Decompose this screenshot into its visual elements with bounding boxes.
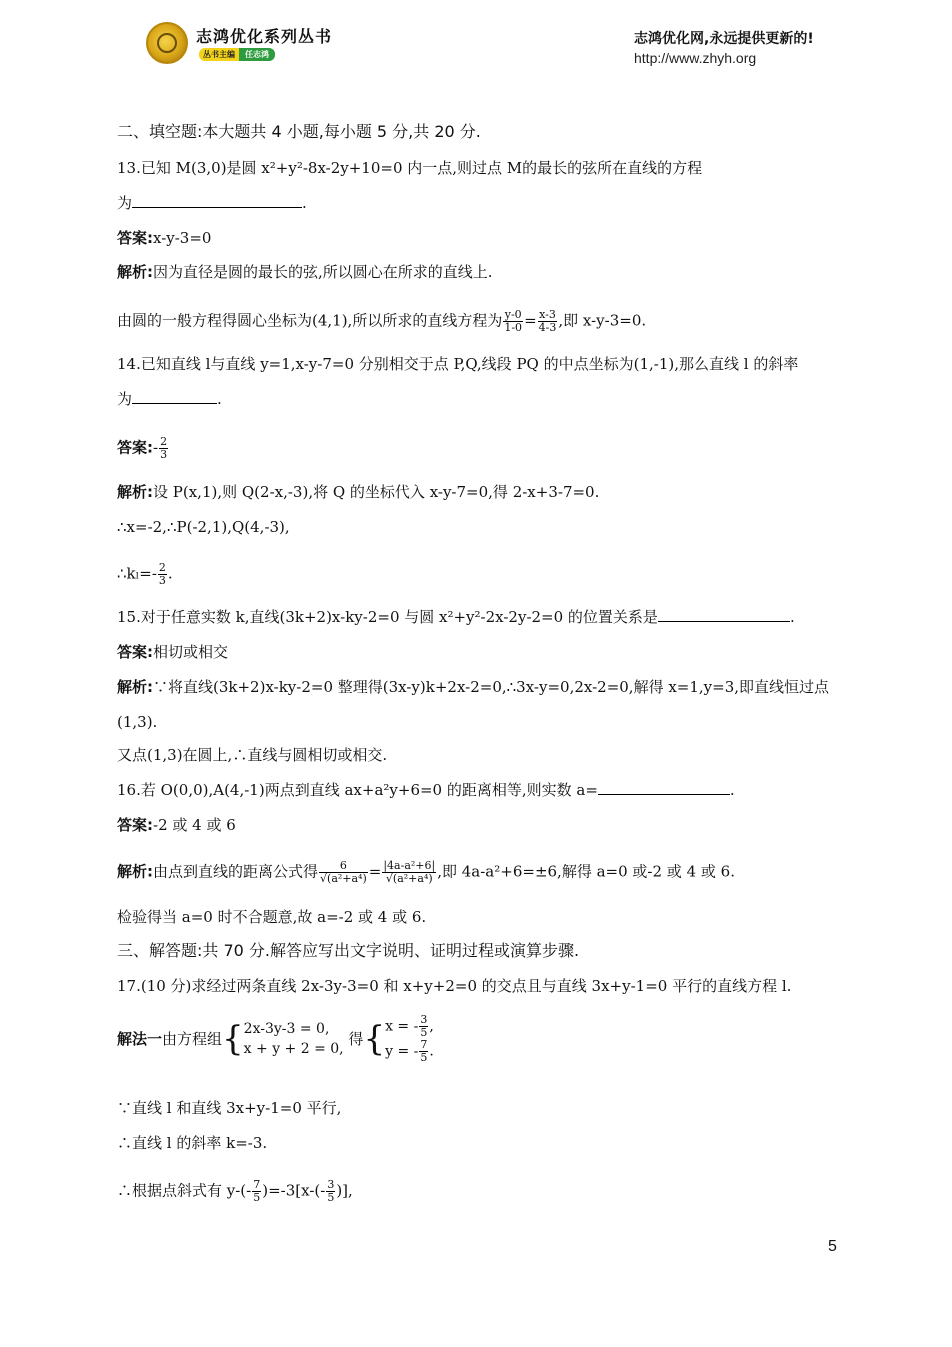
- question-16-analysis-2: 检验得当 a=0 时不合题意,故 a=-2 或 4 或 6.: [117, 908, 427, 926]
- question-14-analysis-3: ∴kₗ=- $\frac{2}{3}$ .: [117, 561, 173, 587]
- page-header: [0, 0, 952, 100]
- page-number: 5: [828, 1238, 837, 1255]
- series-editor-badge: 丛书主编 任志鸿: [199, 48, 275, 61]
- question-14-analysis-2: ∴x=-2,∴P(-2,1),Q(4,-3),: [117, 518, 290, 536]
- section-title-fill-in: 二、填空题:本大题共 4 小题,每小题 5 分,共 20 分.: [117, 122, 481, 141]
- question-15-analysis-2: (1,3).: [117, 713, 158, 731]
- question-15-answer: 答案:相切或相交: [117, 643, 229, 661]
- question-14-stem-2: 为 .: [117, 390, 222, 408]
- question-16-answer: 答案:-2 或 4 或 6: [117, 816, 236, 834]
- question-16-analysis-1: 解析:由点到直线的距离公式得 $\frac{6}{\text{√(a²+a⁴)}}$ = $\frac{\text{|4a-a²+6|}}{\text{√(a²+a⁴)}}$ ,即 4a-a²+6=±6,解得 a=0 或-2 或 4 或 6.: [117, 859, 735, 885]
- question-13-stem-2: 为 .: [117, 194, 307, 212]
- series-title: 志鸿优化系列丛书: [196, 27, 333, 46]
- question-17-method-1: 解法一由方程组{ 2x-3y-3 = 0, x + y + 2 = 0, 得{ x = - $\frac{3}{5}$ , y = - $\frac{7}{5}$ .: [117, 1013, 434, 1064]
- question-17-line-1: ∵直线 l 和直线 3x+y-1=0 平行,: [117, 1099, 342, 1117]
- question-13-analysis-1: 解析:因为直径是圆的最长的弦,所以圆心在所求的直线上.: [117, 263, 493, 281]
- header-slogan: 志鸿优化网,永远提供更新的!: [634, 31, 814, 47]
- question-15-analysis-1: 解析:∵将直线(3k+2)x-ky-2=0 整理得(3x-y)k+2x-2=0,∴3x-y=0,2x-2=0,解得 x=1,y=3,即直线恒过点: [117, 678, 830, 696]
- question-17-line-2: ∴直线 l 的斜率 k=-3.: [117, 1134, 268, 1152]
- question-14-stem: 14.已知直线 l与直线 y=1,x-y-7=0 分别相交于点 P,Q,线段 PQ 的中点坐标为(1,-1),那么直线 l 的斜率: [117, 355, 799, 373]
- question-16-stem: 16.若 O(0,0),A(4,-1)两点到直线 ax+a²y+6=0 的距离相等,则实数 a= .: [117, 781, 735, 799]
- question-13-stem: 13.已知 M(3,0)是圆 x²+y²-8x-2y+10=0 内一点,则过点 M的最长的弦所在直线的方程: [117, 159, 703, 177]
- publisher-logo-icon: [146, 22, 188, 64]
- question-17-line-3: ∴根据点斜式有 y-(- $\frac{7}{5}$ )=-3[x-(- $\frac{3}{5}$ )],: [117, 1178, 353, 1204]
- section-title-solutions: 三、解答题:共 70 分.解答应写出文字说明、证明过程或演算步骤.: [117, 941, 580, 960]
- header-url: http://www.zhyh.org: [634, 50, 757, 66]
- question-14-analysis-1: 解析:设 P(x,1),则 Q(2-x,-3),将 Q 的坐标代入 x-y-7=0,得 2-x+3-7=0.: [117, 483, 600, 501]
- question-15-analysis-3: 又点(1,3)在圆上,∴直线与圆相切或相交.: [117, 746, 388, 764]
- question-15-stem: 15.对于任意实数 k,直线(3k+2)x-ky-2=0 与圆 x²+y²-2x-2y-2=0 的位置关系是 .: [117, 608, 795, 626]
- question-17-stem: 17.(10 分)求经过两条直线 2x-3y-3=0 和 x+y+2=0 的交点且与直线 3x+y-1=0 平行的直线方程 l.: [117, 977, 792, 995]
- question-13-answer: 答案:x-y-3=0: [117, 229, 212, 247]
- question-13-analysis-2: 由圆的一般方程得圆心坐标为(4,1),所以所求的直线方程为 $\frac{y-0}{1-0}$ = $\frac{x-3}{4-3}$ ,即 x-y-3=0.: [117, 308, 647, 334]
- question-14-answer: 答案:- $\frac{2}{3}$: [117, 435, 168, 461]
